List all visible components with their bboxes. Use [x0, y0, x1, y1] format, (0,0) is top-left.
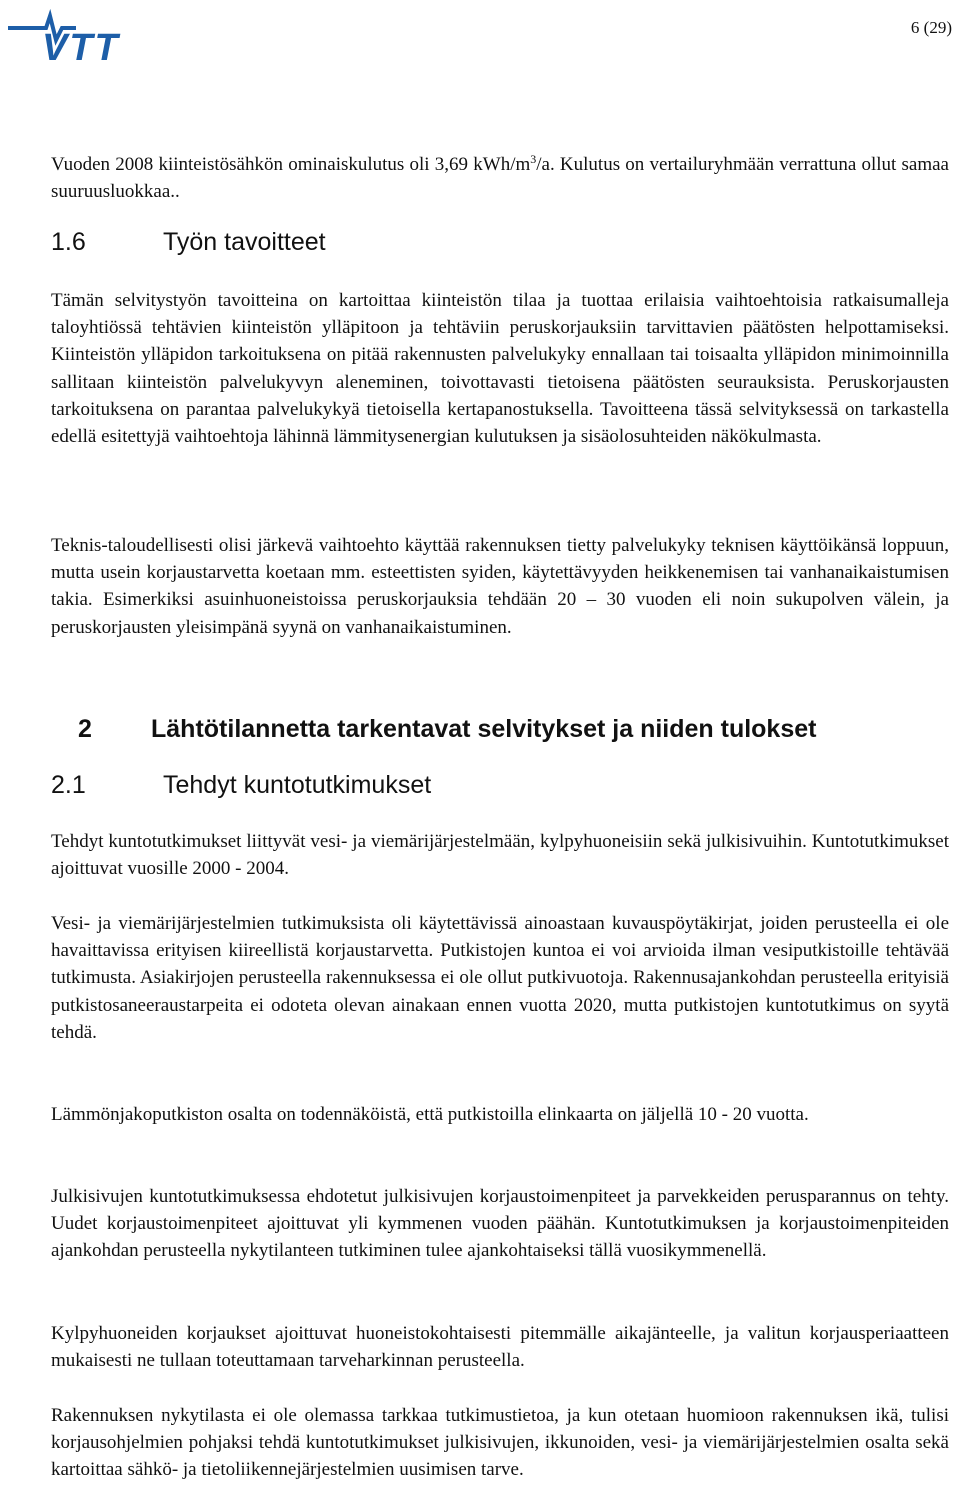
- chapter-title: Lähtötilannetta tarkentavat selvitykset ja niiden tulokset: [151, 715, 817, 743]
- section-title: Työn tavoitteet: [163, 228, 326, 256]
- section-number: 1.6: [51, 228, 86, 256]
- paragraph: Teknis-taloudellisesti olisi järkevä vaihtoehto käyttää rakennuksen tietty palvelukyky teknisen käyttöikänsä loppuun, mutta usein korjaustarvetta koetaan mm. esteettisten syiden, käytettävyyden heikkenemisen tai vanhanaikaistumisen takia. Esimerkiksi asuinhuoneistoissa peruskorjauksia tehdään 20 – 30 vuoden eli noin sukupolven välein, ja peruskorjausten yleisimpänä syynä on vanhanaikaistuminen.: [51, 535, 949, 638]
- paragraph: Tehdyt kuntotutkimukset liittyvät vesi- ja viemärijärjestelmään, kylpyhuoneisiin sekä julkisivuihin. Kuntotutkimukset ajoittuvat vuosille 2000 - 2004.: [51, 831, 949, 880]
- chapter-2-heading: [78, 715, 816, 744]
- intro-text-before: Vuoden 2008 kiinteistösähkön ominaiskulutus oli 3,69 kWh/m: [51, 154, 531, 175]
- paragraph: Vesi- ja viemärijärjestelmien tutkimuksista oli käytettävissä ainoastaan kuvauspöytäkirjat, joiden perusteella ei ole havaittavissa erityisen kiireellistä korjaustarvetta. Putkistojen kuntoa ei voi arvioida ilman vesiputkistoille tehtävää tutkimusta. Asiakirjojen perusteella rakennuksessa ei ole ollut putkivuotoja. Rakennusajankohdan perusteella erityisiä putkistosaneeraustarpeita ei odoteta olevan ainakaan ennen vuotta 2020, mutta putkistojen kuntotutkimus on syytä tehdä.: [51, 913, 949, 1043]
- intro-superscript: 3: [530, 152, 537, 166]
- page-number: 6 (29): [910, 18, 952, 37]
- section-title: Tehdyt kuntotutkimukset: [163, 771, 432, 799]
- paragraph: Kylpyhuoneiden korjaukset ajoittuvat huoneistokohtaisesti pitemmälle aikajänteelle, ja valitun korjausperiaatteen mukaisesti ne tullaan toteuttamaan tarveharkinnan perusteella.: [51, 1323, 949, 1372]
- section-number: 2.1: [51, 771, 86, 799]
- vtt-logo: [6, 4, 164, 64]
- paragraph: Tämän selvitystyön tavoitteina on kartoittaa kiinteistön tilaa ja tuottaa erilaisia vaihtoehtoisia ratkaisumalleja taloyhtiössä tehtävien kiinteistön ylläpitoon ja tehtäviin peruskorjauksiin tarvittavien päätösten helpottamiseksi. Kiinteistön ylläpidon tarkoituksena on pitää rakennusten palvelukyky ennallaan tai toisaalta ylläpidon minimoinnilla sallitaan kiinteistön palvelukyvyn aleneminen, toivottavasti tietoisena päätösten seurauksista. Peruskorjausten tarkoituksena on parantaa palvelukykyä tietoisella kertapanostuksella. Tavoitteena tässä selvityksessä on tarkastella edellä esitettyjä vaihtoehtoja lähinnä lämmitysenergian kulutuksen ja sisäolosuhteiden näkökulmasta.: [51, 290, 949, 448]
- paragraph: Julkisivujen kuntotutkimuksessa ehdotetut julkisivujen korjaustoimenpiteet ja parvekkeiden perusparannus on tehty. Uudet korjaustoimenpiteet ajoittuvat yli kymmenen vuoden päähän. Kuntotutkimuksen ja korjaustoimenpiteiden ajankohdan perusteella nykytilanteen tutkiminen tulee ajankohtaiseksi tällä vuosikymmenellä.: [51, 1186, 949, 1262]
- chapter-number: 2: [78, 715, 92, 743]
- intro-paragraph: [51, 151, 949, 205]
- intro-text-after: /a. Kulutus on vertailuryhmään verrattuna ollut samaa suuruusluokkaa..: [51, 154, 949, 203]
- paragraph: Lämmönjakoputkiston osalta on todennäköistä, että putkistoilla elinkaarta on jäljellä 10 - 20 vuotta.: [51, 1104, 809, 1125]
- vtt-logo-text: VTT: [42, 27, 120, 64]
- section-2-1-heading: [51, 771, 431, 800]
- section-1-6-heading: [51, 228, 326, 257]
- paragraph: Rakennuksen nykytilasta ei ole olemassa tarkkaa tutkimustietoa, ja kun otetaan huomioon rakennuksen ikä, tulisi korjausohjelmien pohjaksi tehdä kuntotutkimukset julkisivujen, ikkunoiden, vesi- ja viemärijärjestelmien osalta sekä kartoittaa sähkö- ja tietoliikennejärjestelmien uusimisen tarve.: [51, 1405, 949, 1481]
